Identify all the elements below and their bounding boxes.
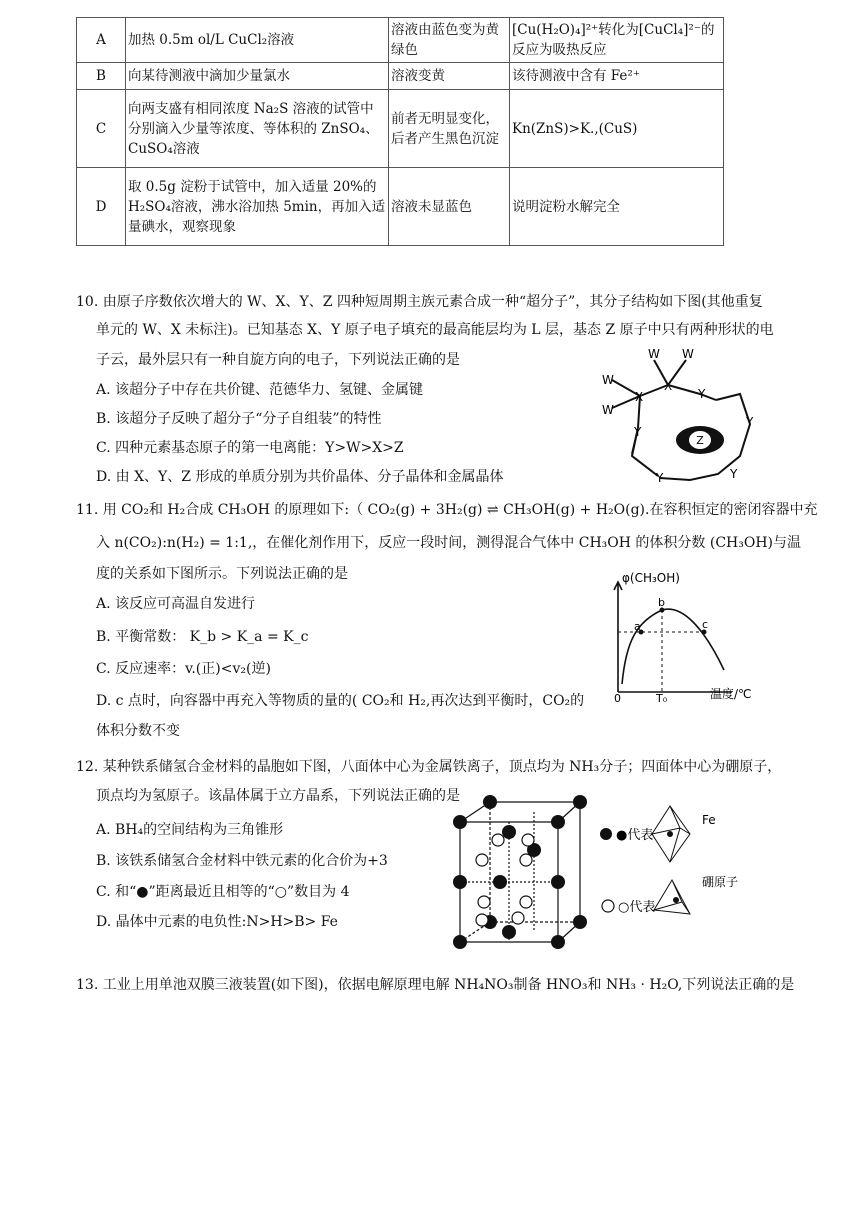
q12-stem-line1: 12. 某种铁系储氢合金材料的晶胞如下图，八面体中心为金属铁离子，顶点均为 NH₃分子；四面体中心为硼原子， (76, 759, 782, 775)
row-label: B (77, 63, 126, 90)
q11-option-a: A. 该反应可高温自发进行 (96, 596, 256, 612)
q12-option-b: B. 该铁系储氢合金材料中铁元素的化合价为+3 (96, 853, 388, 869)
z-label: Z (696, 434, 704, 447)
w-label: W (602, 403, 614, 417)
point-a-label: a (634, 620, 641, 633)
q12-option-a: A. BH₄的空间结构为三角锥形 (96, 822, 284, 838)
q10-option-b: B. 该超分子反映了超分子“分子自组装”的特性 (96, 411, 382, 427)
y-label: Y (698, 387, 706, 401)
fe-label: Fe (702, 813, 716, 827)
w-label: W (648, 347, 660, 361)
table-row (77, 18, 724, 63)
phenomenon-cell: 溶液变黄 (389, 63, 510, 90)
open-legend-label: ○代表 (618, 900, 656, 915)
phenomenon-cell: 前者无明显变化，后者产生黑色沉淀 (389, 90, 510, 168)
x-label: X (635, 390, 644, 404)
supramolecule-figure (590, 344, 790, 492)
phenomenon-cell: 溶液未显蓝色 (389, 168, 510, 246)
q10-option-d: D. 由 X、Y、Z 形成的单质分别为共价晶体、分子晶体和金属晶体 (96, 469, 504, 485)
point-c-label: c (702, 618, 709, 631)
operation-cell: 加热 0.5m ol/L CuCl₂溶液 (126, 18, 389, 63)
conclusion-cell: 该待测液中含有 Fe²⁺ (510, 63, 724, 90)
q10-stem-line1: 10. 由原子序数依次增大的 W、X、Y、Z 四种短周期主族元素合成一种“超分子”，其分子结构如下图(其他重复 (76, 294, 763, 310)
q12-option-c: C. 和“●”距离最近且相等的“○”数目为 4 (96, 884, 350, 900)
table-row (77, 63, 724, 90)
operation-cell: 向两支盛有相同浓度 Na₂S 溶液的试管中分别滴入少量等浓度、等体积的 ZnSO₄、CuSO₄溶液 (126, 90, 389, 168)
y-label: Y (730, 467, 738, 481)
ch3oh-temperature-figure (600, 572, 770, 706)
y-axis-label: φ(CH₃OH) (622, 572, 680, 585)
q11-option-c: C. 反应速率：v.(正)<v₂(逆) (96, 661, 271, 677)
w-label: W (682, 347, 694, 361)
conclusion-cell: 说明淀粉水解完全 (510, 168, 724, 246)
origin-label: 0 (614, 692, 621, 705)
w-label: W (602, 373, 614, 387)
q13-stem: 13. 工业上用单池双膜三液装置(如下图)，依据电解原理电解 NH₄NO₃制备 HNO₃和 NH₃ · H₂O,下列说法正确的是 (76, 977, 795, 993)
crystal-cell-figure (440, 790, 760, 952)
y-label: Y (656, 471, 664, 485)
point-b-label: b (658, 596, 665, 609)
q12-stem-line2: 顶点均为氢原子。该晶体属于立方晶系，下列说法正确的是 (96, 788, 460, 804)
q10-option-c: C. 四种元素基态原子的第一电离能：Y>W>X>Z (96, 440, 404, 456)
boron-label: 硼原子 (702, 875, 739, 889)
operation-cell: 向某待测液中滴加少量氯水 (126, 63, 389, 90)
q11-stem-line3: 度的关系如下图所示。下列说法正确的是 (96, 566, 348, 582)
t0-label: T₀ (656, 692, 668, 705)
q12-option-d: D. 晶体中元素的电负性:N>H>B> Fe (96, 914, 338, 930)
q10-option-a: A. 该超分子中存在共价键、范德华力、氢键、金属键 (96, 382, 424, 398)
filled-legend-label: ●代表 (616, 828, 654, 843)
q11-option-d-line2: 体积分数不变 (96, 723, 180, 739)
q10-stem-line3: 子云，最外层只有一种自旋方向的电子，下列说法正确的是 (96, 352, 460, 368)
q10-stem-line2: 单元的 W、X 未标注)。已知基态 X、Y 原子电子填充的最高能层均为 L 层，基态 Z 原子中只有两种形状的电 (96, 322, 774, 338)
table-row (77, 90, 724, 168)
x-label: X (664, 379, 673, 393)
q11-stem-line1: 11. 用 CO₂和 H₂合成 CH₃OH 的原理如下:（ CO₂(g) + 3H₂(g) ⇌ CH₃OH(g) + H₂O(g).在容积恒定的密闭容器中充 (76, 502, 818, 518)
conclusion-cell: [Cu(H₂O)₄]²⁺转化为[CuCl₄]²⁻的反应为吸热反应 (510, 18, 724, 63)
phenomenon-cell: 溶液由蓝色变为黄绿色 (389, 18, 510, 63)
q11-option-b: B. 平衡常数： K_b > K_a = K_c (96, 629, 309, 645)
row-label: D (77, 168, 126, 246)
operation-cell: 取 0.5g 淀粉于试管中，加入适量 20%的 H₂SO₄溶液，沸水浴加热 5min，再加入适量碘水，观察现象 (126, 168, 389, 246)
row-label: A (77, 18, 126, 63)
y-label: Y (746, 415, 754, 429)
y-label: Y (634, 425, 642, 439)
row-label: C (77, 90, 126, 168)
x-axis-label: 温度/℃ (710, 687, 752, 701)
table-row (77, 168, 724, 246)
conclusion-cell: Kn(ZnS)>K.,(CuS) (510, 90, 724, 168)
q11-option-d-line1: D. c 点时，向容器中再充入等物质的量的( CO₂和 H₂,再次达到平衡时，CO₂的 (96, 693, 585, 709)
q11-stem-line2: 入 n(CO₂):n(H₂) = 1:1,，在催化剂作用下，反应一段时间，测得混合气体中 CH₃OH 的体积分数 (CH₃OH)与温 (96, 535, 801, 551)
experiment-table (76, 17, 724, 246)
